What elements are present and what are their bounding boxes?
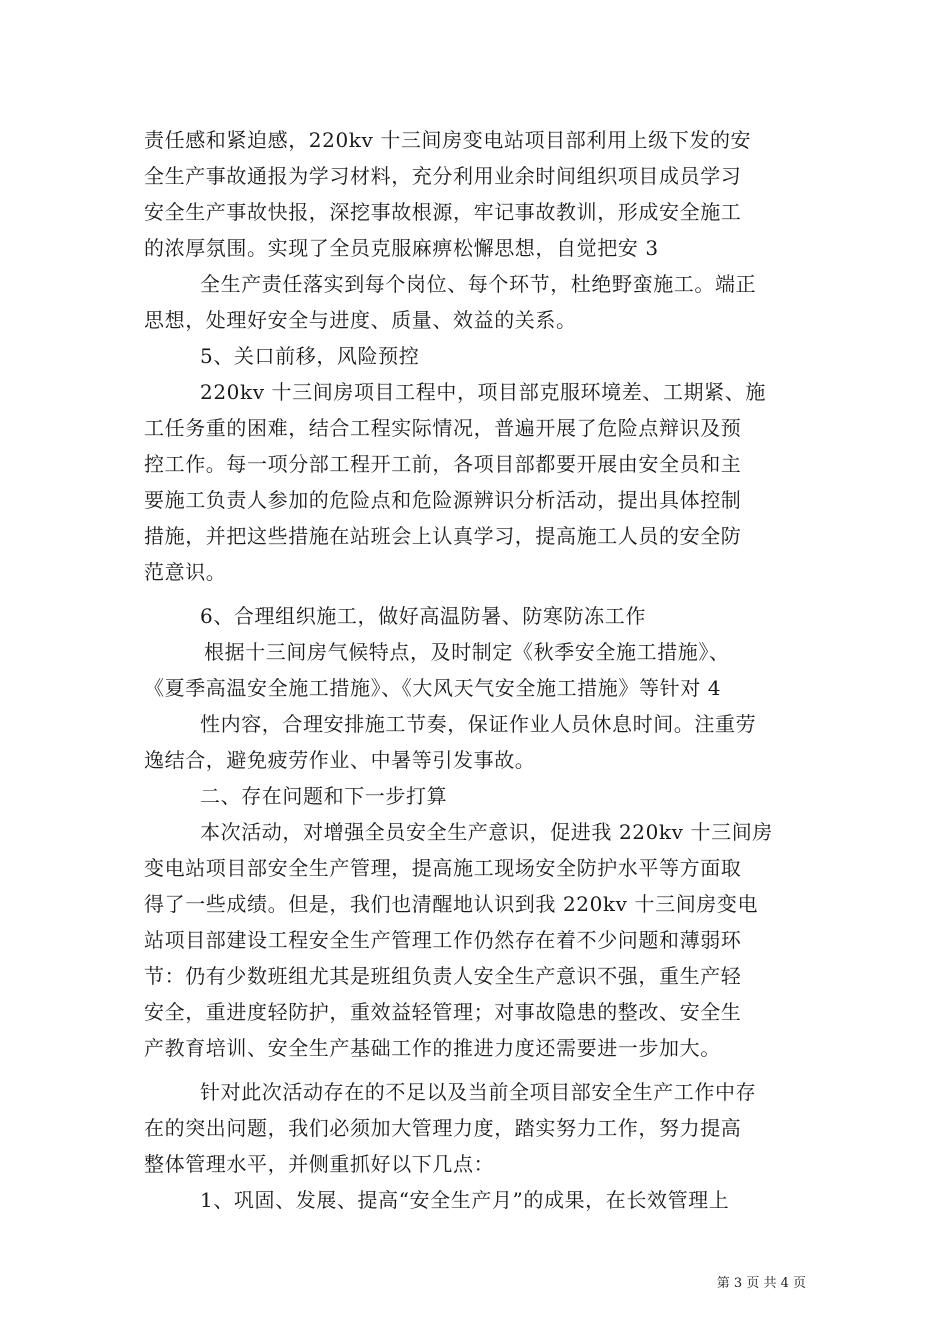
text-line-11: 要施工负责人参加的危险点和危险源辨识分析活动，提出具体控制 [144, 488, 742, 512]
text-line-10: 控工作。每一项分部工程开工前，各项目部都要开展由安全员和主 [144, 452, 742, 476]
text-line-26: 产教育培训、安全生产基础工作的推进力度还需要进一步加大。 [144, 1036, 721, 1060]
text-line-22: 得了一些成绩。但是，我们也清醒地认识到我 220kv 十三间房变电 [144, 892, 759, 916]
text-line-5: 全生产责任落实到每个岗位、每个环节，杜绝野蛮施工。端正 [200, 272, 757, 296]
text-line-8: 220kv 十三间房项目工程中，项目部克服环境差、工期紧、施 [200, 380, 766, 404]
text-line-16: 《夏季高温安全施工措施》、《大风天气安全施工措施》等针对 4 [144, 676, 722, 700]
page-number: 第 3 页 共 4 页 [716, 1276, 806, 1291]
text-line-6: 思想，处理好安全与进度、质量、效益的关系。 [144, 308, 577, 332]
text-line-20: 本次活动，对增强全员安全生产意识，促进我 220kv 十三间房 [200, 820, 773, 844]
text-line-9: 工任务重的困难，结合工程实际情况，普遍开展了危险点辩识及预 [144, 416, 742, 440]
text-line-17: 性内容，合理安排施工节奏，保证作业人员休息时间。注重劳 [200, 712, 757, 736]
section-heading-2: 二、存在问题和下一步打算 [200, 784, 448, 808]
text-line-4: 的浓厚氛围。实现了全员克服麻痹松懈思想，自觉把安 3 [144, 236, 659, 260]
text-line-21: 变电站项目部安全生产管理，提高施工现场安全防护水平等方面取 [144, 856, 742, 880]
text-line-1: 责任感和紧迫感，220kv 十三间房变电站项目部利用上级下发的安 [144, 128, 752, 152]
text-line-15: 根据十三间房气候特点，及时制定《秋季安全施工措施》、 [204, 640, 730, 664]
text-line-23: 站项目部建设工程安全生产管理工作仍然存在着不少问题和薄弱环 [144, 928, 742, 952]
text-line-30: 1、巩固、发展、提高“安全生产月”的成果，在长效管理上 [200, 1188, 730, 1212]
text-line-18: 逸结合，避免疲劳作业、中暑等引发事故。 [144, 748, 536, 772]
section-heading-6: 6、合理组织施工，做好高温防暑、防寒防冻工作 [200, 604, 646, 628]
text-line-13: 范意识。 [144, 560, 227, 584]
text-line-25: 安全，重进度轻防护，重效益轻管理；对事故隐患的整改、安全生 [144, 1000, 742, 1024]
text-line-24: 节：仍有少数班组尤其是班组负责人安全生产意识不强，重生产轻 [144, 964, 742, 988]
text-line-2: 全生产事故通报为学习材料，充分利用业余时间组织项目成员学习 [144, 164, 742, 188]
text-line-28: 在的突出问题，我们必须加大管理力度，踏实努力工作，努力提高 [144, 1116, 742, 1140]
text-line-29: 整体管理水平，并侧重抓好以下几点： [144, 1152, 495, 1176]
text-line-27: 针对此次活动存在的不足以及当前全项目部安全生产工作中存 [200, 1080, 757, 1104]
text-line-12: 措施，并把这些措施在站班会上认真学习，提高施工人员的安全防 [144, 524, 742, 548]
text-line-3: 安全生产事故快报，深挖事故根源，牢记事故教训，形成安全施工 [144, 200, 742, 224]
section-heading-5: 5、关口前移，风险预控 [200, 344, 420, 368]
